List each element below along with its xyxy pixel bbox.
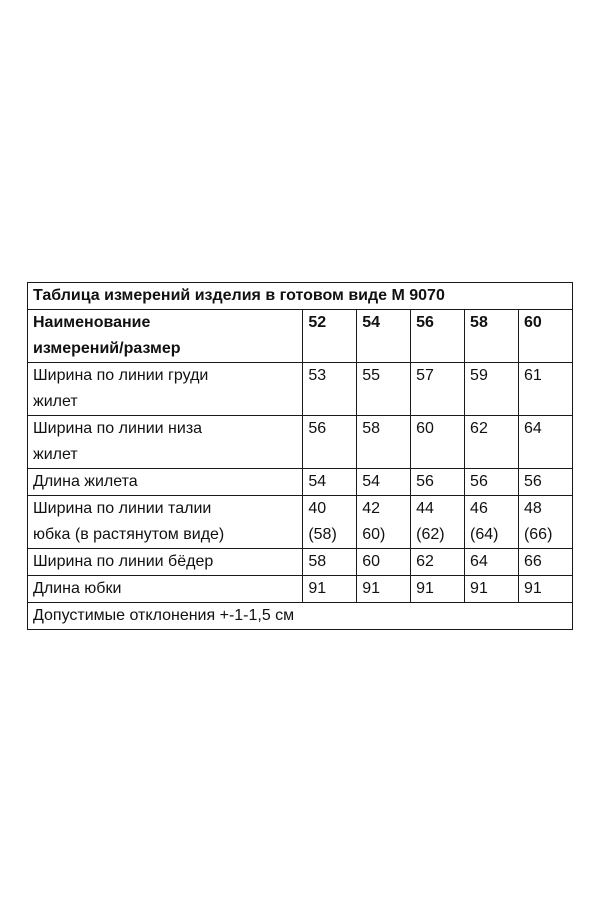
- size-value-cell-58: [465, 363, 519, 416]
- size-value: 58: [308, 553, 327, 570]
- size-value-cell-56: [411, 549, 465, 576]
- size-value: 46: [470, 500, 488, 517]
- measurement-name-line: Ширина по линии низа: [33, 420, 203, 437]
- size-value-cell-60: [518, 469, 572, 496]
- measurement-name-line: Длина жилета: [33, 473, 138, 490]
- measurement-name-line: Длина юбки: [33, 580, 122, 597]
- tolerance-note: Допустимые отклонения +-1-1,5 см: [28, 603, 573, 630]
- measurement-name-cell: [28, 469, 303, 496]
- table-row: [28, 363, 573, 416]
- size-value-cell-54: [357, 549, 411, 576]
- size-header-54: 54: [357, 310, 411, 363]
- size-value: 91: [308, 580, 327, 597]
- size-value-cell-54: [357, 416, 411, 469]
- size-value: 57: [416, 367, 434, 384]
- size-value: 54: [308, 473, 327, 490]
- size-value: (58): [308, 526, 337, 543]
- size-value: 66: [523, 553, 542, 570]
- size-header-52: 52: [303, 310, 357, 363]
- measurement-name-line: Ширина по линии бёдер: [33, 553, 214, 570]
- note-row: [28, 603, 573, 630]
- header-row: [28, 310, 573, 363]
- table-title: Таблица измерений изделия в готовом виде М 9070: [28, 283, 573, 310]
- size-value: 58: [362, 420, 381, 437]
- size-value: 53: [308, 367, 327, 384]
- size-value-cell-52: [303, 549, 357, 576]
- size-value-cell-58: [465, 549, 519, 576]
- size-value: (64): [470, 526, 499, 543]
- size-value-cell-56: [411, 469, 465, 496]
- size-value-cell-54: [357, 363, 411, 416]
- size-value-cell-60: [518, 363, 572, 416]
- size-value-cell-60: [518, 416, 572, 469]
- size-value-cell-54: [357, 576, 411, 603]
- size-value: (62): [416, 526, 445, 543]
- size-value-cell-60: [518, 576, 572, 603]
- size-value-cell-54: [357, 469, 411, 496]
- size-value: 56: [470, 473, 488, 490]
- size-value-cell-60: [518, 549, 572, 576]
- title-row: [28, 283, 573, 310]
- size-value: 56: [523, 473, 542, 490]
- measurement-table: [27, 282, 573, 630]
- measurement-name-cell: [28, 549, 303, 576]
- size-value-cell-58: [465, 416, 519, 469]
- size-value: 60: [416, 420, 434, 437]
- measurement-name-cell: [28, 363, 303, 416]
- size-value-cell-52: [303, 496, 357, 549]
- size-header-60: 60: [518, 310, 572, 363]
- measurement-name-line: жилет: [33, 446, 78, 463]
- size-value-cell-52: [303, 363, 357, 416]
- size-value-cell-52: [303, 576, 357, 603]
- size-value: 91: [416, 580, 434, 597]
- measurement-name-cell: [28, 416, 303, 469]
- measurement-name-line: юбка (в растянутом виде): [33, 526, 225, 543]
- measurement-name-cell: [28, 576, 303, 603]
- size-value-cell-52: [303, 416, 357, 469]
- size-value-cell-60: [518, 496, 572, 549]
- size-value: 56: [416, 473, 434, 490]
- size-value: 91: [470, 580, 488, 597]
- data-rows: [28, 363, 573, 603]
- size-value: 62: [470, 420, 488, 437]
- size-value: 54: [362, 473, 381, 490]
- size-value: 60: [362, 553, 381, 570]
- size-value: 91: [523, 580, 542, 597]
- size-value: 59: [470, 367, 488, 384]
- size-value: 48: [523, 500, 542, 517]
- size-value: 40: [308, 500, 327, 517]
- table-row: [28, 576, 573, 603]
- table-row: [28, 496, 573, 549]
- size-value-cell-56: [411, 363, 465, 416]
- size-header-56: 56: [411, 310, 465, 363]
- measurement-name-line: Ширина по линии груди: [33, 367, 209, 384]
- size-value: 61: [523, 367, 542, 384]
- table-row: [28, 469, 573, 496]
- table-footer: [28, 603, 573, 630]
- size-header-58: 58: [465, 310, 519, 363]
- size-value: 42: [362, 500, 381, 517]
- size-value: 56: [308, 420, 327, 437]
- size-value: 44: [416, 500, 434, 517]
- size-value-cell-56: [411, 416, 465, 469]
- size-value: 55: [362, 367, 381, 384]
- size-value-cell-58: [465, 496, 519, 549]
- size-value-cell-58: [465, 576, 519, 603]
- size-value: (66): [523, 526, 553, 543]
- measurement-name-cell: [28, 496, 303, 549]
- size-value: 91: [362, 580, 381, 597]
- size-value: 64: [470, 553, 488, 570]
- size-value: 62: [416, 553, 434, 570]
- table-row: [28, 549, 573, 576]
- header-label-cell: [28, 310, 303, 363]
- size-value-cell-56: [411, 496, 465, 549]
- size-value: 64: [523, 420, 542, 437]
- header-label-line: измерений/размер: [33, 340, 181, 357]
- size-value-cell-54: [357, 496, 411, 549]
- size-value-cell-52: [303, 469, 357, 496]
- size-value-cell-58: [465, 469, 519, 496]
- header-label-line: Наименование: [33, 314, 151, 331]
- table-body: [28, 283, 573, 363]
- measurement-name-line: Ширина по линии талии: [33, 500, 212, 517]
- table-row: [28, 416, 573, 469]
- measurement-name-line: жилет: [33, 393, 78, 410]
- size-value: 60): [362, 526, 386, 543]
- size-value-cell-56: [411, 576, 465, 603]
